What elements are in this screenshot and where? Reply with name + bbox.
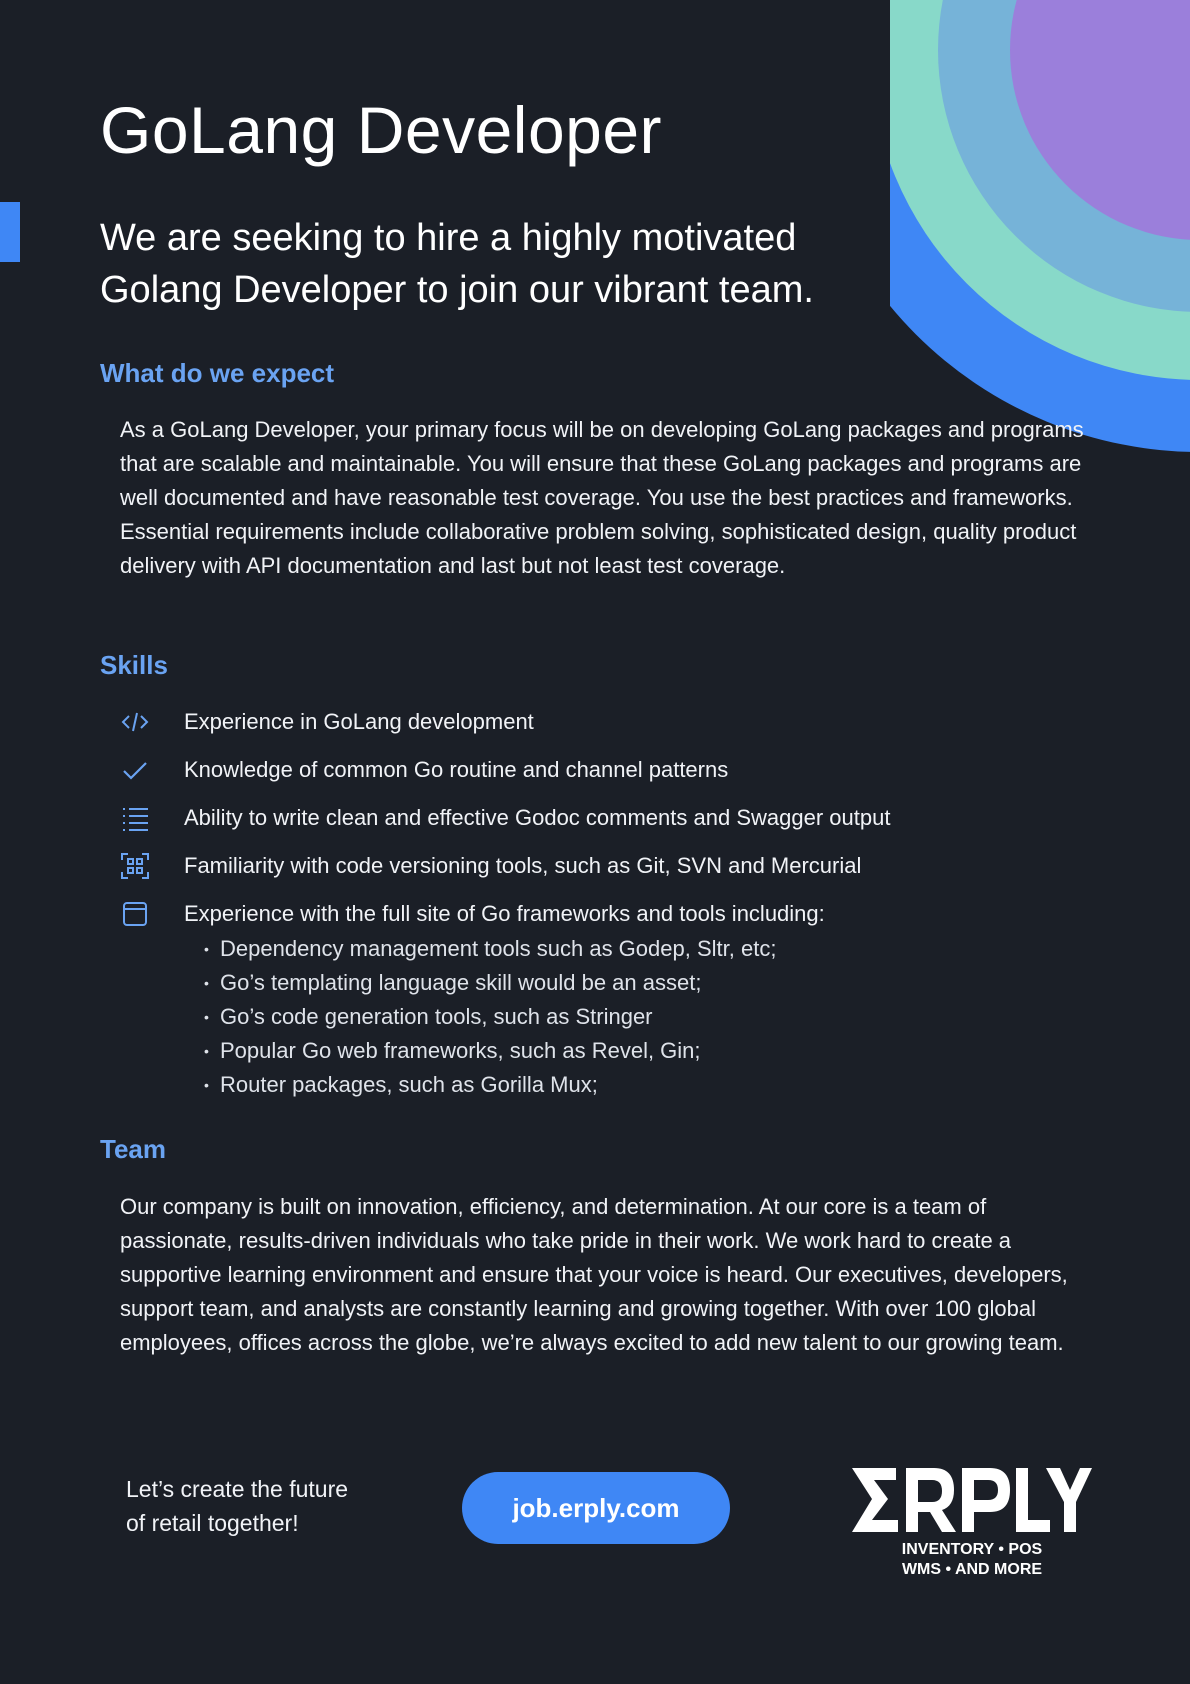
erply-wordmark (850, 1466, 1092, 1534)
check-icon (120, 756, 150, 784)
skill-label: Experience with the full site of Go frameworks and tools including: (184, 901, 825, 926)
logo-tagline (850, 1540, 1092, 1580)
job-site-button[interactable]: job.erply.com (462, 1472, 730, 1544)
skill-label: Ability to write clean and effective Godoc comments and Swagger output (184, 805, 891, 830)
skill-label: Experience in GoLang development (184, 709, 534, 734)
decorative-arcs (890, 0, 1190, 480)
list-item: • Dependency management tools such as Godep, Sltr, etc; (204, 932, 1100, 966)
logo-tagline-line: WMS • AND MORE (901, 1561, 1043, 1578)
list-icon (120, 804, 150, 832)
framework-sublist (184, 932, 1100, 1102)
tagline-line: Let’s create the future (126, 1476, 349, 1502)
team-text: Our company is built on innovation, efficiency, and determination. At our core is a team of passionate, results-driven individuals who take pride in their work. We work hard to create a supportive learning environment and ensure that your voice is heard. Our executives, developers, support team, and analysts are constantly learning and growing together. With over 100 global employees, offices across the globe, we’re always excited to add new talent to our growing team. (120, 1194, 1068, 1355)
skill-item (120, 704, 1100, 752)
logo-tagline-line: INVENTORY • POS (901, 1541, 1043, 1558)
expect-heading: What do we expect (100, 358, 335, 388)
intro-text: We are seeking to hire a highly motivated Golang Developer to join our vibrant team. (100, 217, 814, 311)
side-accent-bar (0, 202, 20, 262)
list-item: • Go’s templating language skill would be an asset; (204, 966, 1100, 1000)
skill-item (120, 848, 1100, 896)
window-icon (120, 900, 150, 928)
page-title: GoLang Developer (100, 93, 663, 167)
code-icon (120, 708, 150, 736)
tagline-line: of retail together! (126, 1510, 299, 1536)
skill-item (120, 800, 1100, 848)
erply-logo (850, 1466, 1092, 1580)
skill-item (120, 896, 1100, 1102)
list-item: • Popular Go web frameworks, such as Revel, Gin; (204, 1034, 1100, 1068)
footer-tagline (126, 1472, 426, 1540)
team-heading: Team (100, 1134, 166, 1164)
skill-item (120, 752, 1100, 800)
expect-text: As a GoLang Developer, your primary focus will be on developing GoLang packages and programs that are scalable and maintainable. You will ensure that these GoLang packages and programs are well documented and have reasonable test coverage. You use the best practices and frameworks. Essential requirements include collaborative problem solving, sophisticated design, quality product delivery with API documentation and last but not least test coverage. (120, 417, 1084, 578)
skills-heading: Skills (100, 650, 168, 680)
qr-scan-icon (120, 852, 150, 880)
skills-list (120, 704, 1100, 1102)
list-item: • Go’s code generation tools, such as Stringer (204, 1000, 1100, 1034)
list-item: • Router packages, such as Gorilla Mux; (204, 1068, 1100, 1102)
skill-label: Familiarity with code versioning tools, such as Git, SVN and Mercurial (184, 853, 862, 878)
skill-label: Knowledge of common Go routine and channel patterns (184, 757, 729, 782)
